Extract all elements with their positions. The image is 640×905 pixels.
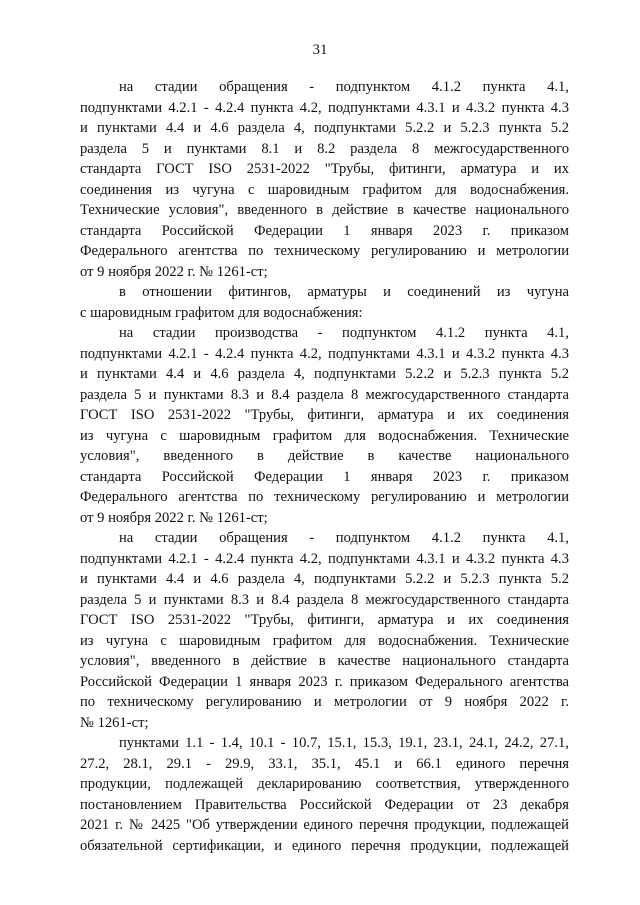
text-line: на стадии обращения - подпунктом 4.1.2 пункта 4.1, (119, 530, 569, 546)
text-line: из чугуна с шаровидным графитом для водоснабжения. Технические (80, 632, 569, 649)
text-line: от 9 ноября 2022 г. № 1261-ст; (80, 263, 268, 280)
text-line: Федерального агентства по техническому регулированию и метрологии (80, 243, 569, 259)
document-body (80, 77, 569, 856)
page-number: 31 (312, 42, 328, 58)
text-line: 27.2, 28.1, 29.1 - 29.9, 33.1, 35.1, 45.1 и 66.1 единого перечня (80, 755, 569, 772)
text-line: соединения из чугуна с шаровидным графитом для водоснабжения. (80, 181, 569, 198)
text-line: продукции, подлежащей декларированию соответствия, утвержденного (80, 776, 569, 792)
text-line: и пунктами 4.4 и 4.6 раздела 4, подпунктами 5.2.2 и 5.2.3 пункта 5.2 (80, 571, 569, 587)
text-line: раздела 5 и пунктами 8.3 и 8.4 раздела 8 межгосударственного стандарта (80, 591, 569, 608)
text-line: на стадии обращения - подпунктом 4.1.2 пункта 4.1, (119, 79, 569, 95)
text-line: стандарта Российской Федерации 1 января 2023 г. приказом (80, 468, 569, 485)
text-line: условия", введенного в действие в качестве национального стандарта (80, 653, 569, 669)
text-line: и пунктами 4.4 и 4.6 раздела 4, подпунктами 5.2.2 и 5.2.3 пункта 5.2 (80, 120, 569, 136)
text-line: с шаровидным графитом для водоснабжения: (80, 304, 363, 321)
text-line: Федерального агентства по техническому регулированию и метрологии (80, 489, 569, 505)
text-line: на стадии производства - подпунктом 4.1.2 пункта 4.1, (119, 325, 569, 341)
text-line: от 9 ноября 2022 г. № 1261-ст; (80, 509, 268, 526)
text-line: в отношении фитингов, арматуры и соединений из чугуна (119, 284, 569, 300)
text-line: Российской Федерации 1 января 2023 г. приказом Федерального агентства (80, 673, 569, 690)
text-line: обязательной сертификации, и единого перечня продукции, подлежащей (80, 837, 569, 854)
text-line: подпунктами 4.2.1 - 4.2.4 пункта 4.2, подпунктами 4.3.1 и 4.3.2 пункта 4.3 (80, 99, 569, 116)
text-line: постановлением Правительства Российской Федерации от 23 декабря (80, 796, 569, 813)
text-line: по техническому регулированию и метрологии от 9 ноября 2022 г. (80, 694, 569, 710)
text-line: ГОСТ ISO 2531-2022 "Трубы, фитинги, арматура и их соединения (80, 407, 569, 423)
text-line: подпунктами 4.2.1 - 4.2.4 пункта 4.2, подпунктами 4.3.1 и 4.3.2 пункта 4.3 (80, 345, 569, 362)
text-line: Технические условия", введенного в действие в качестве национального (80, 202, 569, 218)
text-line: условия", введенного в действие в качестве национального (80, 448, 569, 464)
text-line: из чугуна с шаровидным графитом для водоснабжения. Технические (80, 427, 569, 444)
text-line: раздела 5 и пунктами 8.1 и 8.2 раздела 8 межгосударственного (80, 140, 569, 157)
text-line: раздела 5 и пунктами 8.3 и 8.4 раздела 8 межгосударственного стандарта (80, 386, 569, 403)
text-line: 2021 г. № 2425 "Об утверждении единого перечня продукции, подлежащей (80, 817, 569, 833)
text-line: стандарта ГОСТ ISO 2531-2022 "Трубы, фитинги, арматура и их (80, 161, 569, 177)
text-line: ГОСТ ISO 2531-2022 "Трубы, фитинги, арматура и их соединения (80, 612, 569, 628)
text-line: пунктами 1.1 - 1.4, 10.1 - 10.7, 15.1, 15.3, 19.1, 23.1, 24.1, 24.2, 27.1, (119, 735, 569, 751)
text-line: и пунктами 4.4 и 4.6 раздела 4, подпунктами 5.2.2 и 5.2.3 пункта 5.2 (80, 366, 569, 382)
text-line: стандарта Российской Федерации 1 января 2023 г. приказом (80, 222, 569, 239)
text-line: подпунктами 4.2.1 - 4.2.4 пункта 4.2, подпунктами 4.3.1 и 4.3.2 пункта 4.3 (80, 550, 569, 567)
text-line: № 1261-ст; (80, 714, 149, 731)
